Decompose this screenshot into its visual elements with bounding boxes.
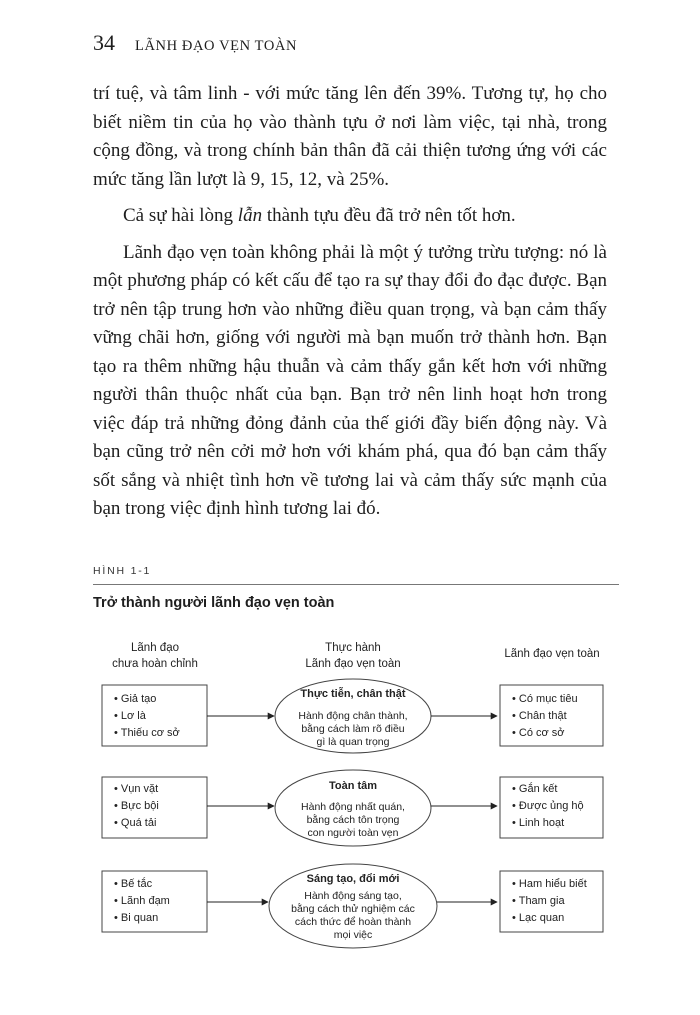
left-item: • Bi quan	[114, 912, 159, 924]
left-item: • Bực bội	[114, 800, 159, 812]
paragraph-2-end: thành tựu đều đã trở nên tốt hơn.	[262, 205, 516, 226]
right-item: • Có cơ sở	[512, 727, 565, 739]
practice-description: con người toàn vẹn	[307, 827, 399, 839]
left-item: • Quá tải	[114, 817, 157, 829]
column-header-right: Lãnh đạo vẹn toàn	[504, 648, 600, 660]
running-title: LÃNH ĐẠO VẸN TOÀN	[135, 38, 298, 54]
practice-description: bằng cách thử nghiệm các	[291, 903, 415, 915]
paragraph-2-start: Cả sự hài lòng	[123, 205, 238, 226]
right-item: • Linh hoạt	[512, 817, 565, 829]
paragraph-3: Lãnh đạo vẹn toàn không phải là một ý tưởng trừu tượng: nó là một phương pháp có kết cấu để tạo ra sự thay đổi đo đạc được. Bạn trở nên tập trung hơn vào những điều quan trọng, và bạn cảm thấy vững chãi hơn, giống với người mà bạn muốn trở thành hơn. Bạn tạo ra thêm những hậu thuẫn và cảm thấy gắn kết hơn với những người thân thuộc nhất của bạn. Bạn trở nên linh hoạt hơn trong việc đáp trả những đỏng đảnh của thế giới đầy biến động này. Và bạn cũng trở nên cởi mở hơn với khám phá, qua đó bạn cảm thấy sốt sắng và nhiệt tình hơn về tương lai và cảm thấy sức mạnh của bạn trong việc định hình tương lai đó.	[93, 241, 607, 519]
practice-description: bằng cách làm rõ điều	[301, 723, 405, 735]
left-item: • Lãnh đạm	[114, 895, 170, 907]
left-item: • Thiếu cơ sở	[114, 727, 180, 739]
right-item: • Tham gia	[512, 895, 565, 907]
practice-description: gì là quan trọng	[316, 736, 390, 748]
practice-description: Hành động sáng tạo,	[304, 890, 402, 902]
practice-description: mọi việc	[333, 929, 373, 941]
paragraph-2-emphasis: lẫn	[237, 205, 263, 226]
right-item: • Ham hiểu biết	[512, 878, 587, 890]
practice-description: Hành động chân thành,	[298, 710, 408, 722]
figure-label: HÌNH 1-1	[93, 565, 152, 577]
left-item: • Bế tắc	[114, 878, 153, 890]
page-number: 34	[93, 30, 115, 55]
practice-description: cách thức để hoàn thành	[294, 916, 412, 928]
right-item: • Lạc quan	[512, 912, 565, 924]
paragraph-1: trí tuệ, và tâm linh - với mức tăng lên đến 39%. Tương tự, họ cho biết niềm tin của họ vào thành tựu ở nơi làm việc, tại nhà, trong cộng đồng, và trong chính bản thân đã cải thiện tương ứng với các mức tăng lần lượt là 9, 15, 12, và 25%.	[93, 83, 607, 190]
practice-title: Toàn tâm	[328, 780, 378, 792]
column-header-mid: Lãnh đạo vẹn toàn	[305, 658, 401, 670]
right-item: • Gắn kết	[512, 783, 558, 795]
practice-title: Thực tiễn, chân thật	[300, 688, 406, 700]
right-item: • Có mục tiêu	[512, 693, 578, 705]
figure-title: Trở thành người lãnh đạo vẹn toàn	[93, 595, 335, 611]
right-item: • Chân thật	[512, 710, 567, 722]
column-header-left: Lãnh đạo	[131, 642, 179, 654]
column-header-mid: Thực hành	[325, 642, 381, 654]
left-item: • Vụn vặt	[114, 783, 159, 795]
practice-description: Hành động nhất quán,	[301, 801, 405, 813]
right-item: • Được ủng hộ	[512, 800, 584, 812]
left-item: • Lơ là	[114, 710, 146, 722]
practice-description: bằng cách tôn trọng	[306, 814, 400, 826]
column-header-left: chưa hoàn chỉnh	[112, 658, 198, 670]
left-item: • Giả tạo	[114, 693, 157, 705]
practice-title: Sáng tạo, đổi mới	[306, 873, 400, 885]
